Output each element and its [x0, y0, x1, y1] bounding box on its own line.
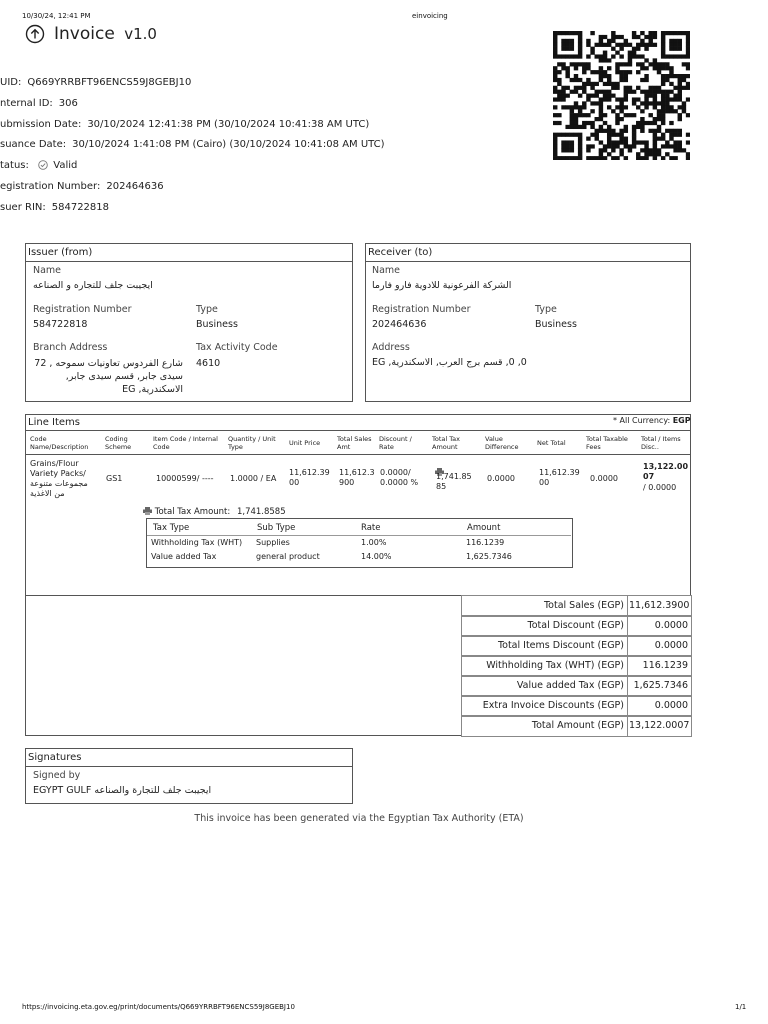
check-circle-icon [38, 160, 48, 173]
col-total-sales: Total Sales Amt [337, 435, 372, 451]
row-scheme: GS1 [106, 474, 123, 483]
issuer-heading: Issuer (from) [26, 244, 352, 262]
receiver-address-label: Address [372, 342, 410, 353]
issuer-branch: شارع الفردوس تعاونيات سموحه , 72 سيدى جابر, قسم سيدى جابر, الاسكندرية, EG [34, 358, 183, 395]
meta-issuer-rin: suer RIN: 584722818 [0, 202, 110, 213]
title-word: Invoice [54, 24, 115, 44]
total-row: Withholding Tax (WHT) (EGP) 116.1239 [461, 655, 692, 677]
total-row: Extra Invoice Discounts (EGP) 0.0000 [461, 695, 692, 717]
col-item-code: Item Code / Internal Code [153, 435, 218, 451]
issuer-name-label: Name [33, 265, 62, 276]
tax-row-rate: 14.00% [361, 552, 392, 561]
issuer-type: Business [196, 319, 238, 330]
row-total: 13,122.0007 / 0.0000 [643, 462, 689, 492]
col-scheme: Coding Scheme [105, 435, 132, 451]
signatures-heading: Signatures [26, 749, 352, 767]
issuer-activity: 4610 [196, 358, 221, 369]
total-amount-row: Total Amount (EGP) 13,122.0007 [461, 715, 692, 737]
col-total: Total / Items Disc.. [641, 435, 681, 451]
line-items-heading: Line Items [26, 415, 690, 431]
tax-row-subtype: general product [256, 552, 320, 561]
tax-total: Total Tax Amount: 1,741.8585 [143, 507, 286, 518]
row-value-diff: 0.0000 [487, 474, 515, 483]
receiver-heading: Receiver (to) [366, 244, 690, 262]
total-row: Total Discount (EGP) 0.0000 [461, 615, 692, 637]
col-qty: Quantity / Unit Type [228, 435, 276, 451]
col-value-diff: Value Difference [485, 435, 519, 451]
tax-col-amount: Amount [467, 523, 501, 533]
tax-row-type: Value added Tax [151, 552, 217, 561]
tax-row-rate: 1.00% [361, 538, 387, 547]
issuer-reg: 584722818 [33, 319, 88, 330]
qr-code [553, 31, 690, 160]
signed-by: ايجيبت جلف للتجارة والصناعه EGYPT GULF [33, 785, 212, 796]
receiver-address: 0, 0, قسم برج العرب, الاسكندرية, EG [372, 357, 527, 368]
print-page: 1/1 [735, 1003, 747, 1011]
printer-icon [143, 507, 152, 518]
meta-internal-id: nternal ID: 306 [0, 98, 78, 109]
row-qty: 1.0000 / EA [230, 474, 277, 483]
col-total-tax: Total Tax Amount [432, 435, 460, 451]
row-desc: Grains/Flour Variety Packs/ مجموعات متنوعة من الاغذية [30, 459, 88, 498]
signed-by-label: Signed by [33, 770, 81, 781]
receiver-name-label: Name [372, 265, 401, 276]
meta-registration-number: egistration Number: 202464636 [0, 181, 164, 192]
totals-spacer [25, 595, 462, 736]
tax-row-subtype: Supplies [256, 538, 290, 547]
tax-row-type: Withholding Tax (WHT) [151, 538, 243, 547]
receiver-type-label: Type [535, 304, 557, 315]
upload-circle-icon [25, 24, 45, 44]
row-taxable-fees: 0.0000 [590, 474, 618, 483]
receiver-reg: 202464636 [372, 319, 427, 330]
generated-note: This invoice has been generated via the Egyptian Tax Authority (ETA) [194, 813, 524, 824]
meta-uid: UID: Q669YRRBFT96ENCS59J8GEBJ10 [0, 77, 192, 88]
row-item-code: 10000599/ ---- [156, 474, 214, 483]
meta-submission-date: ubmission Date: 30/10/2024 12:41:38 PM (30/10/2024 10:41:38 AM UTC) [0, 119, 370, 130]
row-net-total: 11,612.3900 [539, 468, 580, 487]
row-unit-price: 11,612.3900 [289, 468, 330, 487]
tax-col-rate: Rate [361, 523, 381, 533]
tax-col-subtype: Sub Type [257, 523, 296, 533]
col-net-total: Net Total [537, 439, 566, 447]
row-discount: 0.0000/ 0.0000 % [380, 468, 419, 487]
receiver-name: الشركة الفرعونية للادوية فارو فارما [372, 280, 512, 291]
title-version: v1.0 [124, 25, 157, 43]
issuer-type-label: Type [196, 304, 218, 315]
tax-col-type: Tax Type [153, 523, 190, 533]
receiver-reg-label: Registration Number [372, 304, 471, 315]
tax-row-amount: 1,625.7346 [466, 552, 512, 561]
col-taxable-fees: Total Taxable Fees [586, 435, 628, 451]
print-url[interactable]: https://invoicing.eta.gov.eg/print/documents/Q669YRRBFT96ENCS59J8GEBJ10 [22, 1003, 295, 1011]
total-row: Total Sales (EGP) 11,612.3900 [461, 595, 692, 617]
currency-note: * All Currency: EGP [613, 416, 691, 425]
total-row: Total Items Discount (EGP) 0.0000 [461, 635, 692, 657]
col-unit-price: Unit Price [289, 439, 321, 447]
tax-row-amount: 116.1239 [466, 538, 505, 547]
total-row: Value added Tax (EGP) 1,625.7346 [461, 675, 692, 697]
issuer-reg-label: Registration Number [33, 304, 132, 315]
col-discount: Discount / Rate [379, 435, 412, 451]
issuer-branch-label: Branch Address [33, 342, 108, 353]
print-datetime: 10/30/24, 12:41 PM [22, 12, 91, 20]
row-total-tax: 1,741.8585 [436, 472, 472, 491]
meta-status: tatus: Valid [0, 160, 78, 171]
issuer-name: ايجيبت جلف للتجاره و الصناعه [33, 280, 153, 291]
page-title [54, 24, 157, 44]
row-total-sales: 11,612.3900 [339, 468, 375, 487]
tax-header-divider [147, 535, 571, 536]
meta-issuance-date: suance Date: 30/10/2024 1:41:08 PM (Cairo) (30/10/2024 10:41:08 AM UTC) [0, 139, 385, 150]
col-desc: Code Name/Description [30, 435, 89, 451]
receiver-type: Business [535, 319, 577, 330]
print-site: einvoicing [412, 12, 448, 20]
issuer-activity-label: Tax Activity Code [196, 342, 278, 353]
